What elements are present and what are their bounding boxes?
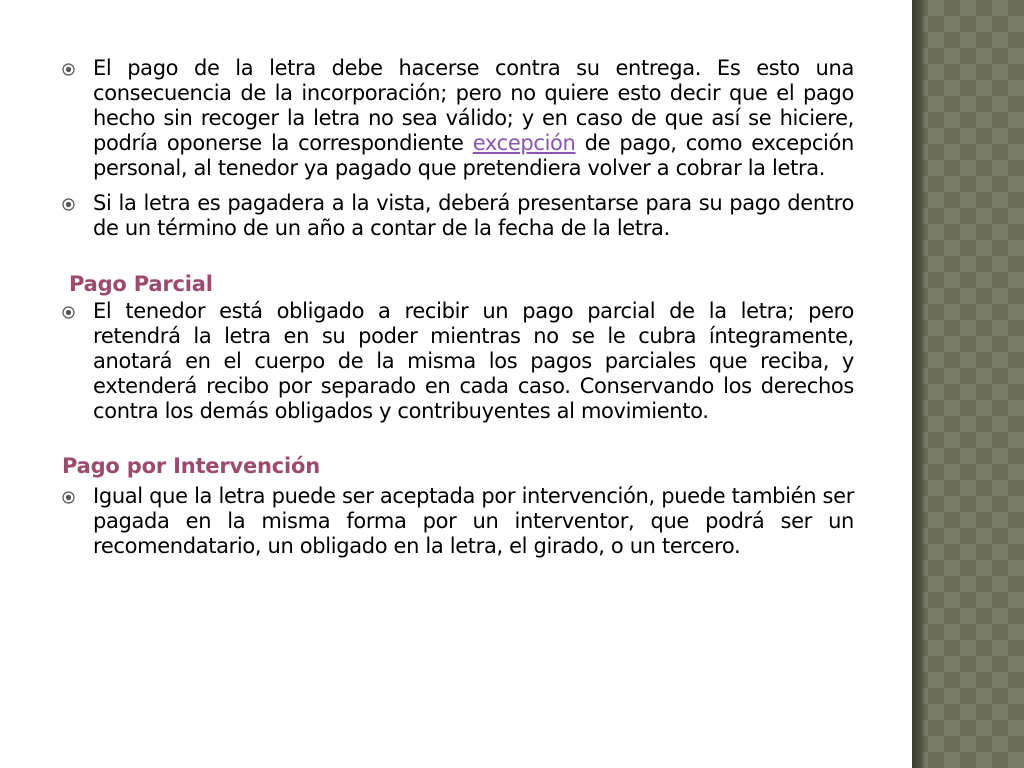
sidebar-shadow-edge xyxy=(912,0,926,768)
bullet-text: Si la letra es pagadera a la vista, deberá presentarse para su pago dentro de un término de un año a contar de la fecha de la letra. xyxy=(93,191,854,240)
heading-pago-intervencion: Pago por Intervención xyxy=(62,454,321,478)
bullet-text: El tenedor está obligado a recibir un pago parcial de la letra; pero retendrá la letra en su poder mientras no se le cubra íntegramente, anotará en el cuerpo de la misma los pagos parciales que reciba, y extenderá recibo por separado en cada caso. Conservando los derechos contra los demás obligados y contribuyentes al movimiento. xyxy=(93,299,854,423)
bullet-text-part-2: de pago, como excepción personal, al tenedor ya pagado que pretendiera volver a cobrar la letra. xyxy=(93,131,854,180)
heading-pago-parcial: Pago Parcial xyxy=(69,272,213,296)
excepcion-link[interactable]: excepción xyxy=(472,131,576,155)
bullet-item-pago-parcial xyxy=(62,299,854,424)
bullet-text-part-1: El pago de la letra debe hacerse contra su entrega. Es esto una consecuencia de la incorporación; pero no quiere esto decir que el pago hecho sin recoger la letra no sea válido; y en caso de que así se hiciere, podría oponerse la correspondiente xyxy=(93,56,854,155)
bullet-item-letra-vista xyxy=(62,191,854,241)
bullet-text: Igual que la letra puede ser aceptada por intervención, puede también ser pagada en la misma forma por un interventor, que podrá ser un recomendatario, un obligado en la letra, el girado, o un tercero. xyxy=(93,484,854,558)
circle-dot-bullet-icon xyxy=(62,306,75,319)
decorative-sidebar xyxy=(912,0,1024,768)
circle-dot-bullet-icon xyxy=(62,198,75,211)
circle-dot-bullet-icon xyxy=(62,63,75,76)
circle-dot-bullet-icon xyxy=(62,491,75,504)
slide-content xyxy=(62,56,854,559)
bullet-item-pago-intervencion xyxy=(62,484,854,559)
bullet-item-pago-entrega xyxy=(62,56,854,181)
